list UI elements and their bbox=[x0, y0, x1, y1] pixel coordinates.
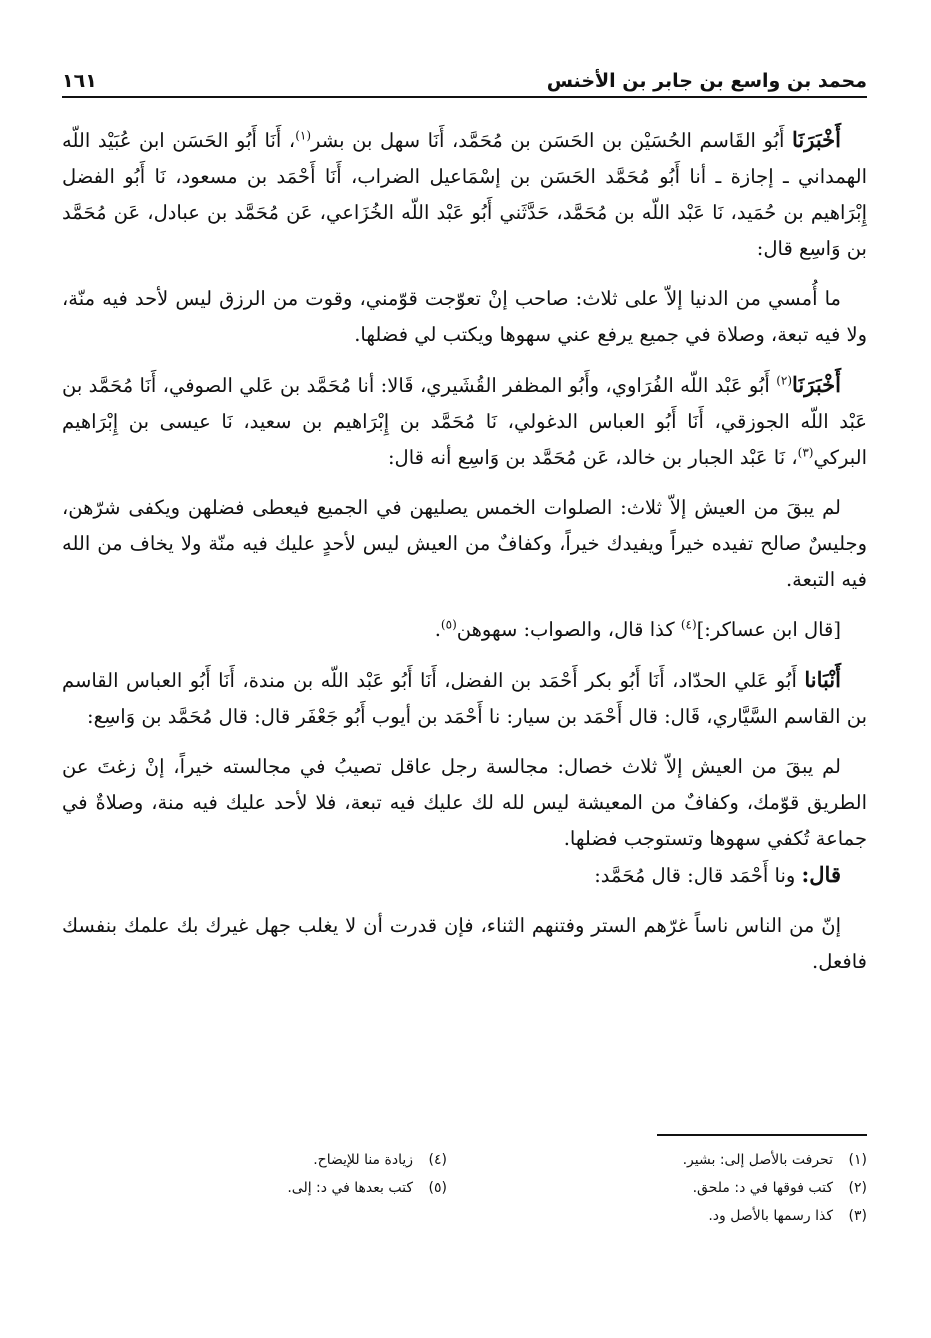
paragraph-quote-3: لم يبقَ من العيش إلاّ ثلاث خصال: مجالسة رجل عاقل تصيبُ في مجالسته خيراً، إنْ زغتَ عن الطريق قوّمك، وكفافٌ من المعيشة ليس لله لك عليك فيه تبعة، فلا لأحد عليك فيه منة، وصلاةٌ في جماعة تُكفي سهوها وتستوجب فضلها. bbox=[62, 755, 867, 850]
paragraph-text: أَبُو القَاسم الحُسَيْن بن الحَسَن بن مُحَمَّد، أَنَا سهل بن بشر bbox=[311, 129, 793, 152]
footnote-number: (٤) bbox=[428, 1152, 447, 1168]
isnad-keyword: أَخْبَرَنَا bbox=[792, 372, 841, 397]
paragraph-quote-4: إنّ من الناس ناساً غرّهم الستر وفتنهم الثناء، فإن قدرت أن لا يغلب جهل غيرك بك علمك بنفسك فافعل. bbox=[62, 914, 867, 973]
footnote-item bbox=[147, 1146, 447, 1174]
footnote-ref: (٤) bbox=[680, 617, 697, 632]
paragraph-text: . bbox=[434, 618, 441, 641]
paragraph-note bbox=[62, 612, 867, 648]
footnote-ref: (٥) bbox=[440, 617, 457, 632]
footnote-item bbox=[537, 1202, 867, 1230]
paragraph-text: ، أَنَا أَبُو الحَسَن ابن عُبَيْد اللّه الهمداني ـ إجازة ـ أنا أَبُو مُحَمَّد الحَسَن بن إسْمَاعيل الضراب، أَنَا أَحْمَد بن مسعود، نَا أَبُو الفضل إِبْرَاهيم بن حُمَيد، نَا عَبْد اللّه بن مُحَمَّد، حَدَّثَني أَبُو عَبْد اللّه الخُزَاعي، عَن مُحَمَّد بن عبادل، عَن مُحَمَّد بن وَاسِع قال: bbox=[62, 129, 867, 260]
footnote-item bbox=[537, 1174, 867, 1202]
paragraph-isnad-4 bbox=[62, 857, 867, 894]
footnote-item bbox=[147, 1174, 447, 1202]
footnote-text: تحرفت بالأصل إلى: بشير. bbox=[682, 1152, 833, 1168]
isnad-keyword: أَخْبَرَنَا bbox=[792, 127, 841, 152]
footnote-text: زيادة منا للإيضاح. bbox=[313, 1152, 413, 1168]
footnote-text: كتب فوقها في د: ملحق. bbox=[692, 1180, 833, 1196]
footnote-rule bbox=[657, 1134, 867, 1136]
isnad-keyword: قال: bbox=[801, 862, 841, 887]
paragraph-isnad-3 bbox=[62, 662, 867, 735]
isnad-keyword: أَنْبَانا bbox=[804, 667, 841, 692]
footnote-number: (٢) bbox=[848, 1180, 867, 1196]
footnote-text: كتب بعدها في د: إلى. bbox=[287, 1180, 413, 1196]
footnote-ref: (٢) bbox=[776, 373, 793, 388]
paragraph-text: [قال ابن عساكر:] bbox=[696, 618, 841, 641]
footnotes-right-column bbox=[537, 1146, 867, 1230]
footnote-item bbox=[537, 1146, 867, 1174]
footnote-number: (٥) bbox=[428, 1180, 447, 1196]
paragraph-quote-2: لم يبقَ من العيش إلاّ ثلاث: الصلوات الخمس يصليهن في الجميع فيعطى فضلهن ويكفى شرّهن، وجليسٌ صالح تفيده خيراً ويفيدك خيراً، وكفافٌ من العيش ليس لأحدٍ عليك فيه منّة ولا يخاف من الله فيه التبعة. bbox=[62, 496, 867, 591]
footnotes-left-column bbox=[147, 1146, 447, 1202]
footnote-ref: (١) bbox=[295, 128, 312, 143]
paragraph-isnad-2 bbox=[62, 367, 867, 476]
paragraph-text: أَبُو عَلي الحدّاد، أَنَا أَبُو بكر أَحْمَد بن الفضل، أَنَا أَبُو عَبْد اللّه بن مندة، أَنَا أَبُو العباس القاسم بن القاسم السَّيَّاري، قَال: قال أَحْمَد بن سيار: نا أَحْمَد بن أيوب أَبُو جَعْفَر قال: قال مُحَمَّد بن وَاسِع: bbox=[62, 669, 867, 728]
header-rule bbox=[62, 96, 867, 98]
paragraph-isnad-1 bbox=[62, 122, 867, 267]
paragraph-text: كذا قال، والصواب: سهوهن bbox=[456, 618, 681, 641]
page-header bbox=[62, 56, 867, 94]
running-title: محمد بن واسع بن جابر بن الأخنس bbox=[546, 70, 867, 92]
page-number: ١٦١ bbox=[62, 70, 97, 92]
footnote-number: (٣) bbox=[848, 1208, 867, 1224]
footnote-ref: (٣) bbox=[797, 445, 814, 460]
footnote-number: (١) bbox=[848, 1152, 867, 1168]
paragraph-text: ونا أَحْمَد قال: قال مُحَمَّد: bbox=[594, 864, 802, 887]
paragraph-text: ، نَا عَبْد الجبار بن خالد، عَن مُحَمَّد بن وَاسِع أنه قال: bbox=[387, 446, 798, 469]
footnote-text: كذا رسمها بالأصل ود. bbox=[708, 1208, 833, 1224]
paragraph-text: أَبُو عَبْد اللّه الفُرَاوي، وأَبُو المظفر القُشَيري، قَالا: أنا مُحَمَّد بن عَلي الصوفي، أَنَا مُحَمَّد بن عَبْد اللّه الجوزقي، أَنَا أَبُو العباس الدغولي، نَا مُحَمَّد بن إِبْرَاهيم بن سعيد، نَا عيسى بن إِبْرَاهيم البركي bbox=[62, 374, 867, 469]
paragraph-quote-1: ما أُمسي من الدنيا إلاّ على ثلاث: صاحب إنْ تعوّجت قوّمني، وقوت من الرزق ليس لأحد فيه منّة، ولا فيه تبعة، وصلاة في جميع يرفع عني سهوها ويكتب لي فضلها. bbox=[62, 287, 867, 346]
main-text bbox=[62, 122, 867, 980]
